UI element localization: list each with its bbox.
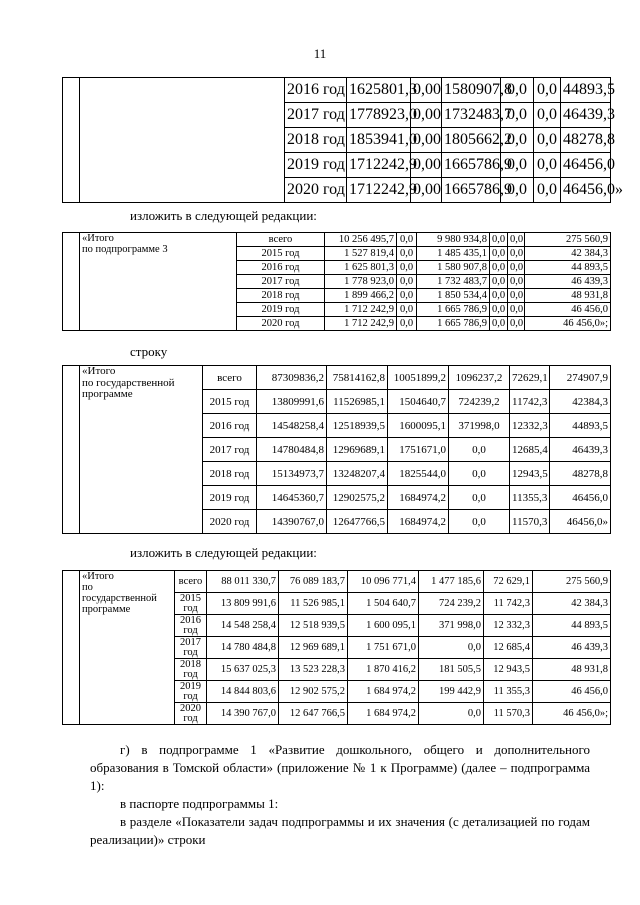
value-cell: 371998,0 [449,414,510,438]
value-cell: 12 518 939,5 [279,615,348,637]
value-cell: 14390767,0 [257,510,327,534]
value-cell: 48 931,8 [525,289,611,303]
value-cell: 1778923,0 [347,103,411,128]
table-state-program-old [62,365,611,534]
value-cell: 44 893,5 [533,615,611,637]
value-cell: 0,0 [419,637,484,659]
table-row [63,366,611,390]
value-cell: 0,0 [508,247,525,261]
value-cell: 1712242,9 [347,178,411,203]
value-cell: 75814162,8 [327,366,388,390]
value-cell: 76 089 183,7 [279,571,348,593]
year-cell: 2015 год [203,390,257,414]
year-cell: всего [237,233,325,247]
table-row [63,571,611,593]
blank-cell [63,571,80,725]
value-cell: 12969689,1 [327,438,388,462]
value-cell: 12518939,5 [327,414,388,438]
value-cell: 46439,3 [561,103,611,128]
value-cell: 11355,3 [510,486,550,510]
paragraph-indicators-section: в разделе «Показатели задач подпрограммы и их значения (с детализацией по годам реализации)» строки [90,814,590,847]
value-cell: 0,0 [534,153,561,178]
value-cell: 46 456,0»; [525,317,611,331]
value-cell: 0,0 [397,275,417,289]
row-label: «Итого по подпрограмме 3 [80,233,237,331]
value-cell: 46 456,0 [525,303,611,317]
year-cell: всего [203,366,257,390]
value-cell: 1 732 483,7 [417,275,490,289]
value-cell: 0,00 [411,178,442,203]
year-cell: 2017 год [237,275,325,289]
value-cell: 46 456,0»; [533,703,611,725]
value-cell: 1684974,2 [388,486,449,510]
value-cell: 11 742,3 [484,593,533,615]
value-cell: 0,0 [397,317,417,331]
value-cell: 1 527 819,4 [325,247,397,261]
value-cell: 1 870 416,2 [348,659,419,681]
year-cell: 2015 год [237,247,325,261]
value-cell: 1732483,7 [442,103,501,128]
value-cell: 0,0 [397,233,417,247]
table-subprogram-3-new [62,232,611,331]
value-cell: 0,0 [501,128,534,153]
year-cell: 2019 год [203,486,257,510]
paragraph-subprogram-1: г) в подпрограмме 1 «Развитие дошкольного, общего и дополнительного образования в Томской области» (приложение № 1 к Программе) (далее – подпрограмма 1): [90,742,590,793]
table-subprogram-3-old [62,77,623,203]
value-cell: 1 665 786,9 [417,303,490,317]
year-cell: 2019 год [175,681,207,703]
value-cell: 274907,9 [550,366,611,390]
value-cell: 12332,3 [510,414,550,438]
year-cell: 2018 год [285,128,347,153]
value-cell: 11570,3 [510,510,550,534]
year-cell: 2016 год [237,261,325,275]
value-cell: 0,0 [508,275,525,289]
value-cell: 0,0 [508,261,525,275]
value-cell: 44893,5 [561,78,611,103]
value-cell: 13 523 228,3 [279,659,348,681]
value-cell: 0,0 [490,289,508,303]
value-cell: 199 442,9 [419,681,484,703]
value-cell: 42 384,3 [525,247,611,261]
value-cell: 1 712 242,9 [325,317,397,331]
value-cell: 0,0 [397,303,417,317]
value-cell: 46 439,3 [525,275,611,289]
value-cell: 0,0 [490,247,508,261]
value-cell: 1 751 671,0 [348,637,419,659]
value-cell: 0,00 [411,103,442,128]
value-cell: 0,0 [508,289,525,303]
year-cell: 2017 год [285,103,347,128]
value-cell: 1 625 801,3 [325,261,397,275]
instruction-text-line: строку [130,344,168,359]
year-cell: 2020 год [175,703,207,725]
value-cell: 12 647 766,5 [279,703,348,725]
value-cell: 46439,3 [550,438,611,462]
value-cell: 12 969 689,1 [279,637,348,659]
value-cell: 1 665 786,9 [417,317,490,331]
value-cell: 44 893,5 [525,261,611,275]
value-cell: 0,0 [397,247,417,261]
value-cell: 1 778 923,0 [325,275,397,289]
paragraph-passport: в паспорте подпрограммы 1: [120,796,279,811]
value-cell: 11 526 985,1 [279,593,348,615]
blank-cell [63,78,80,203]
value-cell: 0,0 [534,103,561,128]
value-cell: 0,0 [508,303,525,317]
value-cell: 1096237,2 [449,366,510,390]
value-cell: 0,0 [534,178,561,203]
value-cell: 13248207,4 [327,462,388,486]
value-cell: 42 384,3 [533,593,611,615]
value-cell: 14 390 767,0 [207,703,279,725]
value-cell: 12647766,5 [327,510,388,534]
value-cell: 72 629,1 [484,571,533,593]
value-cell: 1625801,3 [347,78,411,103]
value-cell: 1 600 095,1 [348,615,419,637]
value-cell: 11742,3 [510,390,550,414]
value-cell: 12 332,3 [484,615,533,637]
year-cell: 2018 год [175,659,207,681]
value-cell: 46456,0» [550,510,611,534]
value-cell: 0,0 [508,317,525,331]
value-cell: 1751671,0 [388,438,449,462]
value-cell: 0,0 [490,303,508,317]
value-cell: 724 239,2 [419,593,484,615]
value-cell: 87309836,2 [257,366,327,390]
year-cell: 2019 год [237,303,325,317]
value-cell: 13809991,6 [257,390,327,414]
value-cell: 1825544,0 [388,462,449,486]
value-cell: 0,0 [490,275,508,289]
value-cell: 10051899,2 [388,366,449,390]
year-cell: 2020 год [203,510,257,534]
value-cell: 1684974,2 [388,510,449,534]
value-cell: 46456,0 [561,153,611,178]
value-cell: 1 504 640,7 [348,593,419,615]
table-row [63,233,611,247]
value-cell: 48 931,8 [533,659,611,681]
blank-cell [63,366,80,534]
value-cell: 10 256 495,7 [325,233,397,247]
value-cell: 88 011 330,7 [207,571,279,593]
value-cell: 11 570,3 [484,703,533,725]
value-cell: 724239,2 [449,390,510,414]
value-cell: 46456,0 [550,486,611,510]
value-cell: 14 780 484,8 [207,637,279,659]
value-cell: 44893,5 [550,414,611,438]
value-cell: 1 477 185,6 [419,571,484,593]
value-cell: 12943,5 [510,462,550,486]
value-cell: 0,00 [411,128,442,153]
blank-cell [63,233,80,331]
value-cell: 0,0 [490,233,508,247]
value-cell: 12 902 575,2 [279,681,348,703]
value-cell: 14645360,7 [257,486,327,510]
value-cell: 0,0 [397,261,417,275]
value-cell: 0,0 [419,703,484,725]
value-cell: 48278,8 [561,128,611,153]
value-cell: 14780484,8 [257,438,327,462]
value-cell: 1 684 974,2 [348,681,419,703]
value-cell: 1580907,8 [442,78,501,103]
value-cell: 1 580 907,8 [417,261,490,275]
value-cell: 0,00 [411,78,442,103]
value-cell: 0,0 [534,128,561,153]
year-cell: 2017 год [175,637,207,659]
value-cell: 0,0 [397,289,417,303]
value-cell: 1805662,2 [442,128,501,153]
value-cell: 14 548 258,4 [207,615,279,637]
value-cell: 0,0 [449,438,510,462]
value-cell: 12 685,4 [484,637,533,659]
value-cell: 42384,3 [550,390,611,414]
value-cell: 0,0 [449,486,510,510]
year-cell: всего [175,571,207,593]
year-cell: 2016 год [203,414,257,438]
value-cell: 1504640,7 [388,390,449,414]
row-label [80,78,285,203]
value-cell: 0,0 [490,261,508,275]
value-cell: 1665786,9 [442,178,501,203]
value-cell: 0,0 [501,178,534,203]
value-cell: 275 560,9 [525,233,611,247]
value-cell: 15 637 025,3 [207,659,279,681]
instruction-text: изложить в следующей редакции: [130,208,317,223]
year-cell: 2017 год [203,438,257,462]
value-cell: 48278,8 [550,462,611,486]
value-cell: 46456,0» [561,178,611,203]
year-cell: 2018 год [203,462,257,486]
value-cell: 1 684 974,2 [348,703,419,725]
value-cell: 1853941,0 [347,128,411,153]
value-cell: 0,0 [490,317,508,331]
value-cell: 0,0 [449,510,510,534]
value-cell: 11 355,3 [484,681,533,703]
row-label: «Итого по государственной программе [80,571,175,725]
value-cell: 15134973,7 [257,462,327,486]
page-number: 11 [313,46,327,61]
value-cell: 46 439,3 [533,637,611,659]
value-cell: 0,0 [501,153,534,178]
value-cell: 0,0 [449,462,510,486]
value-cell: 0,0 [501,103,534,128]
year-cell: 2016 год [175,615,207,637]
value-cell: 1 850 534,4 [417,289,490,303]
value-cell: 12902575,2 [327,486,388,510]
value-cell: 1 712 242,9 [325,303,397,317]
year-cell: 2016 год [285,78,347,103]
year-cell: 2018 год [237,289,325,303]
value-cell: 14548258,4 [257,414,327,438]
value-cell: 14 844 803,6 [207,681,279,703]
value-cell: 0,0 [534,78,561,103]
value-cell: 0,0 [508,233,525,247]
value-cell: 181 505,5 [419,659,484,681]
value-cell: 1 899 466,2 [325,289,397,303]
year-cell: 2015 год [175,593,207,615]
value-cell: 0,0 [501,78,534,103]
value-cell: 11526985,1 [327,390,388,414]
value-cell: 275 560,9 [533,571,611,593]
value-cell: 1600095,1 [388,414,449,438]
value-cell: 13 809 991,6 [207,593,279,615]
year-cell: 2019 год [285,153,347,178]
value-cell: 46 456,0 [533,681,611,703]
value-cell: 72629,1 [510,366,550,390]
table-state-program-new [62,570,611,725]
value-cell: 1665786,9 [442,153,501,178]
value-cell: 1 485 435,1 [417,247,490,261]
instruction-text-2: изложить в следующей редакции: [130,545,317,560]
value-cell: 12685,4 [510,438,550,462]
value-cell: 9 980 934,8 [417,233,490,247]
year-cell: 2020 год [285,178,347,203]
row-label: «Итого по государственной программе [80,366,203,534]
value-cell: 371 998,0 [419,615,484,637]
value-cell: 12 943,5 [484,659,533,681]
value-cell: 10 096 771,4 [348,571,419,593]
table-row [63,78,611,103]
value-cell: 0,00 [411,153,442,178]
year-cell: 2020 год [237,317,325,331]
value-cell: 1712242,9 [347,153,411,178]
